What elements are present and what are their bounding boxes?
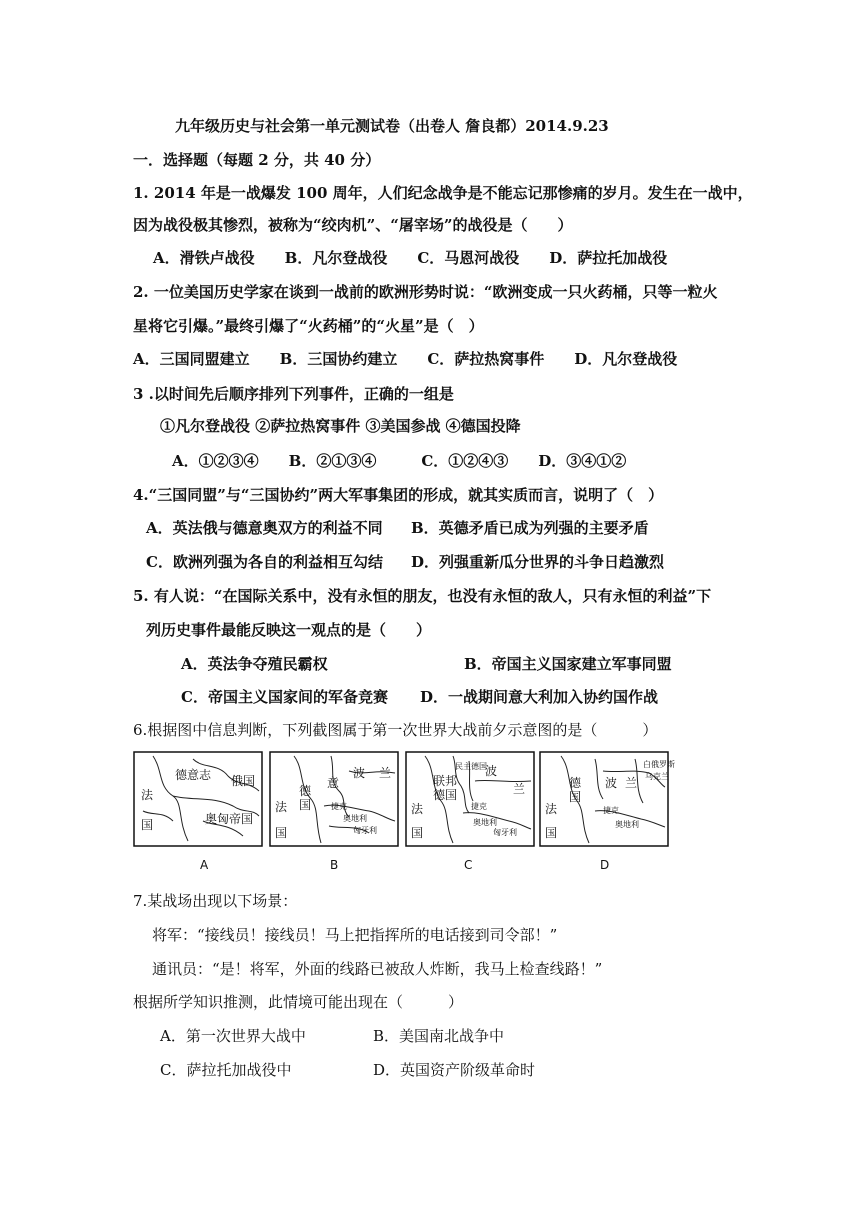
q4-stem-line1: 4.“三国同盟”与“三国协约”两大军事集团的形成，就其实质而言，说明了（ ）: [133, 486, 664, 504]
map-d-label-0: 德: [569, 776, 582, 790]
page-title: 九年级历史与社会第一单元测试卷（出卷人 詹良都）2014.9.23: [175, 117, 609, 135]
map-caption-b: B: [330, 858, 339, 872]
q3-options: A．①②③④ B．②①③④ C．①②④③ D．③④①②: [172, 452, 627, 470]
map-d-image: [539, 751, 675, 847]
map-panel-d: [539, 751, 675, 847]
map-c-label-4: 法: [411, 802, 424, 816]
map-a-image: [133, 751, 263, 847]
q4-option-a: A．英法俄与德意奥双方的利益不同: [146, 519, 383, 537]
q4-option-d: D．列强重新瓜分世界的斗争日趋激烈: [411, 553, 665, 571]
map-b-label-3: 波: [353, 766, 366, 780]
q6-map-strip: [133, 751, 675, 847]
q2-options: A．三国同盟建立 B．三国协约建立 C．萨拉热窝事件 D．凡尔登战役: [133, 350, 678, 368]
q7-stem-line3: 通讯员：“是！将军，外面的线路已被敌人炸断，我马上检查线路！”: [152, 960, 603, 978]
q5-option-a: A．英法争夺殖民霸权: [181, 655, 328, 673]
map-d-label-7: 白俄罗斯: [643, 760, 675, 769]
q5-stem-line2: 列历史事件最能反映这一观点的是（ ）: [146, 621, 432, 639]
q1-options: A．滑铁卢战役 B．凡尔登战役 C．马恩河战役 D．萨拉托加战役: [153, 249, 668, 267]
q3-stem-line2: ①凡尔登战役 ②萨拉热窝事件 ③美国参战 ④德国投降: [160, 417, 521, 435]
map-a-label-0: 德意志: [175, 768, 212, 782]
map-c-image: [405, 751, 535, 847]
map-c-label-2: 波: [485, 764, 498, 778]
map-c-label-9: 匈牙利: [493, 828, 517, 837]
map-a-label-3: 国: [141, 818, 154, 832]
map-b-label-4: 兰: [379, 766, 392, 780]
q7-option-b: B．美国南北战争中: [373, 1027, 505, 1045]
q7-stem-line1: 7.某战场出现以下场景：: [133, 892, 298, 910]
map-panel-b: [269, 751, 399, 847]
map-c-label-1: 德国: [433, 788, 458, 802]
map-panel-a: [133, 751, 263, 847]
map-b-label-8: 奥地利: [343, 814, 367, 823]
q5-option-d: D．一战期间意大利加入协约国作战: [420, 688, 659, 706]
map-c-label-5: 国: [411, 826, 424, 840]
q2-stem-line1: 2. 一位美国历史学家在谈到一战前的欧洲形势时说：“欧洲变成一只火药桶，只等一粒火: [133, 283, 718, 301]
map-b-label-6: 国: [275, 826, 288, 840]
map-d-label-8: 乌克兰: [645, 772, 669, 781]
q7-option-d: D．英国资产阶级革命时: [373, 1061, 536, 1079]
map-b-label-5: 法: [275, 800, 288, 814]
map-b-label-0: 德: [299, 784, 312, 798]
map-c-label-3: 兰: [513, 782, 526, 796]
map-c-label-0: 联邦: [433, 774, 458, 788]
q6-stem-line1: 6.根据图中信息判断，下列截图属于第一次世界大战前夕示意图的是（ ）: [133, 721, 658, 739]
map-b-image: [269, 751, 399, 847]
q7-option-a: A．第一次世界大战中: [160, 1027, 306, 1045]
q4-option-c: C．欧洲列强为各自的利益相互勾结: [146, 553, 383, 571]
map-panel-c: [405, 751, 535, 847]
q2-stem-line2: 星将它引爆。”最终引爆了“火药桶”的“火星”是（ ）: [133, 317, 484, 335]
map-d-label-6: 捷克: [603, 806, 619, 815]
section-heading: 一．选择题（每题 2 分，共 40 分）: [133, 151, 381, 169]
q4-option-b: B．英德矛盾已成为列强的主要矛盾: [411, 519, 649, 537]
q5-option-c: C．帝国主义国家间的军备竞赛: [181, 688, 388, 706]
map-b-label-9: 匈牙利: [353, 826, 377, 835]
q5-stem-line1: 5. 有人说：“在国际关系中，没有永恒的朋友，也没有永恒的敌人，只有永恒的利益”下: [133, 587, 712, 605]
q1-stem-line1: 1. 2014 年是一战爆发 100 周年，人们纪念战争是不能忘记那惨痛的岁月。发生在一战中，: [133, 184, 753, 202]
map-b-label-1: 国: [299, 798, 312, 812]
map-d-label-9: 奥地利: [615, 820, 639, 829]
map-d-label-4: 法: [545, 802, 558, 816]
map-caption-d: D: [600, 858, 610, 872]
map-c-label-8: 奥地利: [473, 818, 497, 827]
map-caption-c: C: [464, 858, 473, 872]
map-b-label-2: 意: [327, 776, 340, 790]
map-caption-a: A: [200, 858, 209, 872]
q7-option-c: C．萨拉托加战役中: [160, 1061, 292, 1079]
map-a-label-1: 俄国: [231, 774, 256, 788]
map-c-label-7: 捷克: [471, 802, 487, 811]
map-d-label-3: 兰: [625, 776, 638, 790]
q7-stem-line2: 将军：“接线员！接线员！马上把指挥所的电话接到司令部！”: [152, 926, 558, 944]
q7-stem-line4: 根据所学知识推测，此情境可能出现在（ ）: [133, 993, 464, 1011]
q5-option-b: B．帝国主义国家建立军事同盟: [464, 655, 672, 673]
map-d-label-1: 国: [569, 790, 582, 804]
map-c-label-6: 民主德国: [455, 762, 487, 771]
map-d-label-5: 国: [545, 826, 558, 840]
map-a-label-2: 法: [141, 788, 154, 802]
q3-stem-line1: 3 .以时间先后顺序排列下列事件，正确的一组是: [133, 385, 454, 403]
map-a-label-4: 奥匈帝国: [205, 812, 254, 826]
q1-stem-line2: 因为战役极其惨烈，被称为“绞肉机”、“屠宰场”的战役是（ ）: [133, 216, 573, 234]
map-d-label-2: 波: [605, 776, 618, 790]
map-b-label-7: 捷克: [331, 802, 347, 811]
